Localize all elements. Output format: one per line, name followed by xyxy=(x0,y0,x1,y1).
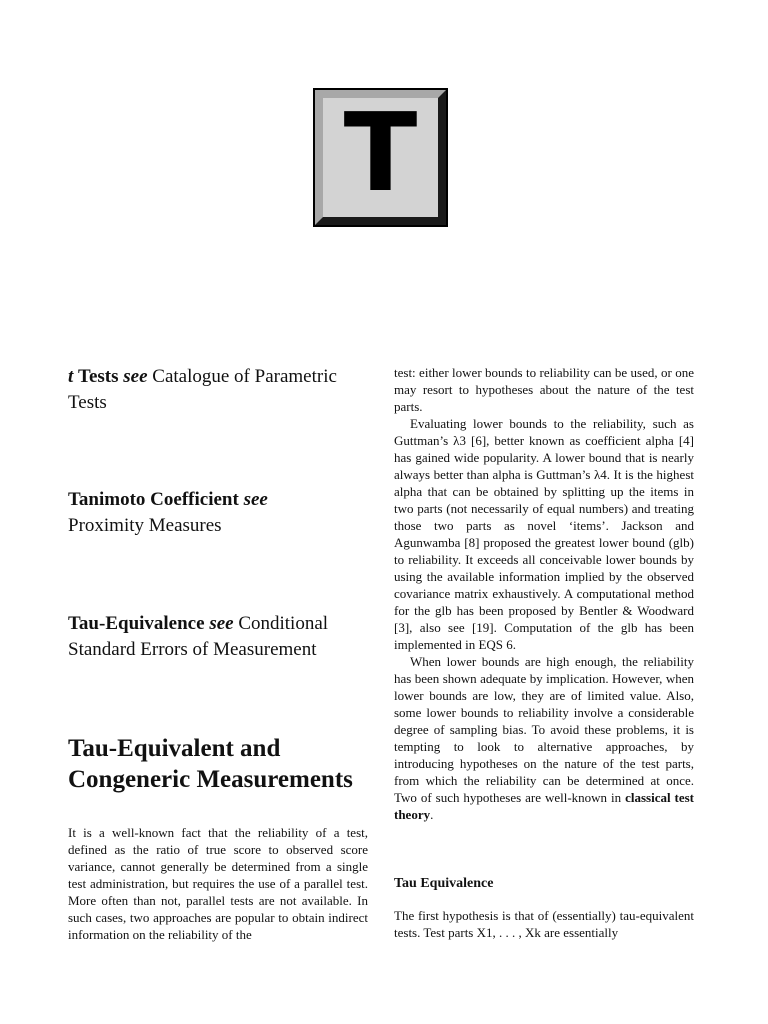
body-paragraph: The first hypothesis is that of (essentially) tau-equivalent tests. Test parts X1, . . . , Xk are essentially xyxy=(394,908,694,940)
cross-reference-entry xyxy=(68,364,378,416)
cross-reference-entry xyxy=(68,611,378,663)
body-paragraph xyxy=(394,653,694,823)
entry-target: Conditional Standard Errors of Measurement xyxy=(68,613,329,660)
entry-target: Catalogue of Parametric Tests xyxy=(68,366,337,413)
entry-target: Proximity Measures xyxy=(68,515,222,536)
entry-term: Tanimoto Coefficient xyxy=(68,489,239,510)
paragraph-text: When lower bounds are high enough, the reliability has been shown adequate by implication. However, when lower bounds are low, they are of limited value. Also, some lower bounds to reliability involve a considerable degree of sampling bias. To avoid these problems, it is tempting to look to alternative approaches, by introducing hypotheses on the nature of the test parts, from which the reliability can be determined at once. Two of such hypotheses are well-known in xyxy=(394,654,694,805)
right-column xyxy=(394,364,694,823)
entry-see: see xyxy=(243,489,268,510)
chapter-letter-box xyxy=(314,89,447,226)
cross-reference-entry xyxy=(68,487,378,539)
entry-prefix: t xyxy=(68,366,74,387)
entry-see: see xyxy=(209,613,234,634)
body-paragraph: test: either lower bounds to reliability can be used, or one may resort to hypotheses about the nature of the test parts. xyxy=(394,365,694,414)
body-paragraph: Evaluating lower bounds to the reliability, such as Guttman’s λ3 [6], better known as coefficient alpha [4] has gained wide popularity. A lower bound that is nearly always better than alpha is Guttman’s λ4. It is the highest alpha that can be obtained by splitting up the items in two parts (not necessarily of equal numbers) and treating those two parts as novel ‘items’. Jackson and Agunwamba [8] proposed the greatest lower bound (glb) to reliability. It exceeds all conceivable lower bounds by using the available information implied by the observed covariance matrix exhaustively. A computational method for the glb has been proposed by Bentler & Woodward [3], also see [19]. Computation of the glb has been implemented in EQS 6. xyxy=(394,416,694,652)
body-paragraph: It is a well-known fact that the reliability of a test, defined as the ratio of true score to observed score variance, cannot generally be determined from a single test administration, but requires the use of a parallel test. More often than not, parallel tests are not available. In such cases, two approaches are popular to obtain indirect information on the reliability of the xyxy=(68,825,368,942)
bold-term: classical test theory xyxy=(394,790,695,822)
entry-term: Tests xyxy=(78,366,119,387)
chapter-letter: T xyxy=(343,90,418,216)
entry-see: see xyxy=(123,366,148,387)
entry-term: Tau-Equivalence xyxy=(68,613,205,634)
paragraph-end: . xyxy=(430,807,434,822)
section-heading: Tau Equivalence xyxy=(394,876,494,891)
article-title: Tau-Equivalent and Congeneric Measurements xyxy=(68,735,353,793)
